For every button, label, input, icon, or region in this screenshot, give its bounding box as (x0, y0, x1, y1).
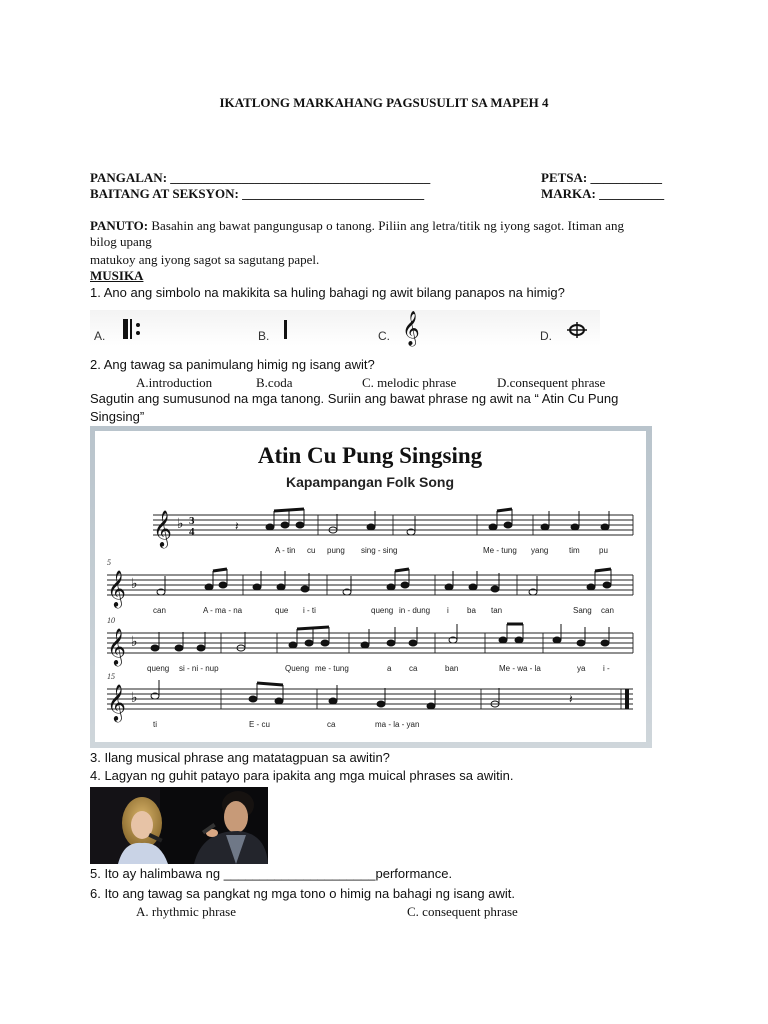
treble-clef-icon: 𝄞 (402, 311, 420, 346)
final-barline-icon (625, 689, 629, 709)
treble-clef-icon: 𝄞 (153, 509, 172, 547)
staff-1-notes (266, 509, 609, 535)
name-field-label: PANGALAN: ________________________________________ (90, 170, 431, 185)
lyric: Queng (285, 664, 310, 673)
instructions-label: PANUTO: (90, 218, 149, 233)
lyric: que (275, 606, 289, 615)
instructions-text: Basahin ang bawat pangungusap o tanong. Piliin ang letra/titik ng iyong sagot. Itiman ang (148, 218, 625, 233)
lyric: cu (307, 546, 316, 555)
time-signature-top: 3 (189, 515, 195, 527)
q1-symbol-options (90, 308, 600, 348)
staff-4-notes (151, 680, 499, 709)
page-title: IKATLONG MARKAHANG PAGSUSULIT SA MAPEH 4 (219, 95, 549, 110)
sheet-music-image (90, 426, 652, 748)
lyric: pu (599, 546, 608, 555)
section-title: MUSIKA (90, 268, 144, 283)
q6-option-a: A. rhythmic phrase (136, 904, 237, 919)
lyrics-line-2 (153, 606, 614, 615)
rest-icon: 𝄽 (569, 692, 573, 706)
lyric: ya (577, 664, 586, 673)
section-field-label: BAITANG AT SEKSYON: ____________________________ (90, 186, 425, 201)
lyric: A - ma - na (203, 606, 243, 615)
q1-symbols-svg (90, 308, 600, 348)
instructions-line-2: bilog upang (90, 234, 152, 249)
flat-icon: ♭ (131, 576, 138, 592)
lyric: tan (491, 606, 503, 615)
question-2: 2. Ang tawag sa panimulang himig ng isang awit? (90, 357, 375, 372)
lyric: queng (371, 606, 394, 615)
question-5: 5. Ito ay halimbawa ng _____________________performance. (90, 866, 453, 881)
lyric: ban (445, 664, 459, 673)
q6-option-c: C. consequent phrase (407, 904, 518, 919)
staff-3-notes (151, 624, 609, 651)
lyric: i - ti (303, 606, 316, 615)
treble-clef-icon: 𝄞 (107, 683, 126, 721)
lyric: ca (327, 720, 336, 729)
lyric: Me - wa - la (499, 664, 541, 673)
staff-2-notes (157, 569, 611, 595)
lyrics-line-3 (147, 664, 610, 673)
song-subtitle: Kapampangan Folk Song (285, 474, 455, 490)
staff-3 (107, 616, 633, 666)
measure-number: 10 (107, 616, 115, 625)
lyric: i - (603, 664, 610, 673)
q2-option-d: D.consequent phrase (497, 375, 606, 390)
lyric: Sang (573, 606, 592, 615)
flat-icon: ♭ (131, 690, 138, 706)
single-barline-icon (284, 320, 287, 339)
date-field-label: PETSA: ___________ (541, 170, 662, 185)
measure-number: 5 (107, 558, 111, 567)
lyric: E - cu (249, 720, 270, 729)
q1-option-a-label: A. (94, 329, 106, 343)
measure-number: 15 (107, 672, 115, 681)
lyric: can (153, 606, 166, 615)
staff-2 (107, 558, 633, 608)
symbol-strip-background (90, 310, 600, 346)
staff-1 (153, 509, 633, 548)
q1-option-b-label: B. (258, 329, 270, 343)
score-field-label: MARKA: __________ (541, 186, 665, 201)
question-4: 4. Lagyan ng guhit patayo para ipakita ang mga muical phrases sa awitin. (90, 768, 514, 783)
q2-option-a: A.introduction (136, 375, 213, 390)
lyric: Me - tung (483, 546, 517, 555)
rest-icon: 𝄽 (235, 519, 239, 533)
lyric: ca (409, 664, 418, 673)
instructions-line-3: matukoy ang iyong sagot sa sagutang papel. (90, 252, 320, 267)
lyric: sing - sing (361, 546, 398, 555)
lyric: ti (153, 720, 157, 729)
directions-line-1: Sagutin ang sumusunod na mga tanong. Suriin ang bawat phrase ng awit na “ Atin Cu Pung (90, 391, 619, 406)
treble-clef-icon: 𝄞 (107, 569, 126, 607)
lyric: i (447, 606, 449, 615)
q2-option-b: B.coda (256, 375, 293, 390)
lyrics-line-4 (153, 720, 419, 729)
question-3: 3. Ilang musical phrase ang matatagpuan sa awitin? (90, 750, 390, 765)
duet-performance-photo (90, 787, 268, 864)
lyric: can (601, 606, 614, 615)
lyric: yang (531, 546, 549, 555)
duet-photo-svg (90, 787, 268, 864)
lyric: tim (569, 546, 580, 555)
lyric: in - dung (399, 606, 431, 615)
directions-line-2: Singsing” (90, 409, 145, 424)
lyric: A - tin (275, 546, 296, 555)
lyric: queng (147, 664, 170, 673)
lyric: si - ni - nup (179, 664, 219, 673)
q1-option-d-label: D. (540, 329, 552, 343)
sheet-music-svg (95, 431, 646, 742)
question-6: 6. Ito ang tawag sa pangkat ng mga tono o himig na bahagi ng isang awit. (90, 886, 515, 901)
q1-option-c-label: C. (378, 329, 390, 343)
sheet-music-frame (95, 431, 646, 742)
question-1: 1. Ano ang simbolo na makikita sa huling bahagi ng awit bilang panapos na himig? (90, 285, 565, 300)
flat-icon: ♭ (131, 634, 138, 650)
lyric: pung (327, 546, 345, 555)
treble-clef-icon: 𝄞 (107, 627, 126, 665)
time-signature-bottom: 4 (189, 526, 195, 538)
q2-option-c: C. melodic phrase (362, 375, 457, 390)
lyrics-line-1 (275, 546, 608, 555)
staff-4 (107, 672, 633, 722)
lyric: ba (467, 606, 476, 615)
song-title: Atin Cu Pung Singsing (257, 443, 483, 468)
lyric: me - tung (315, 664, 349, 673)
lyric: ma - la - yan (375, 720, 420, 729)
instructions-line-1 (90, 218, 624, 234)
flat-icon: ♭ (177, 516, 184, 532)
lyric: a (387, 664, 392, 673)
